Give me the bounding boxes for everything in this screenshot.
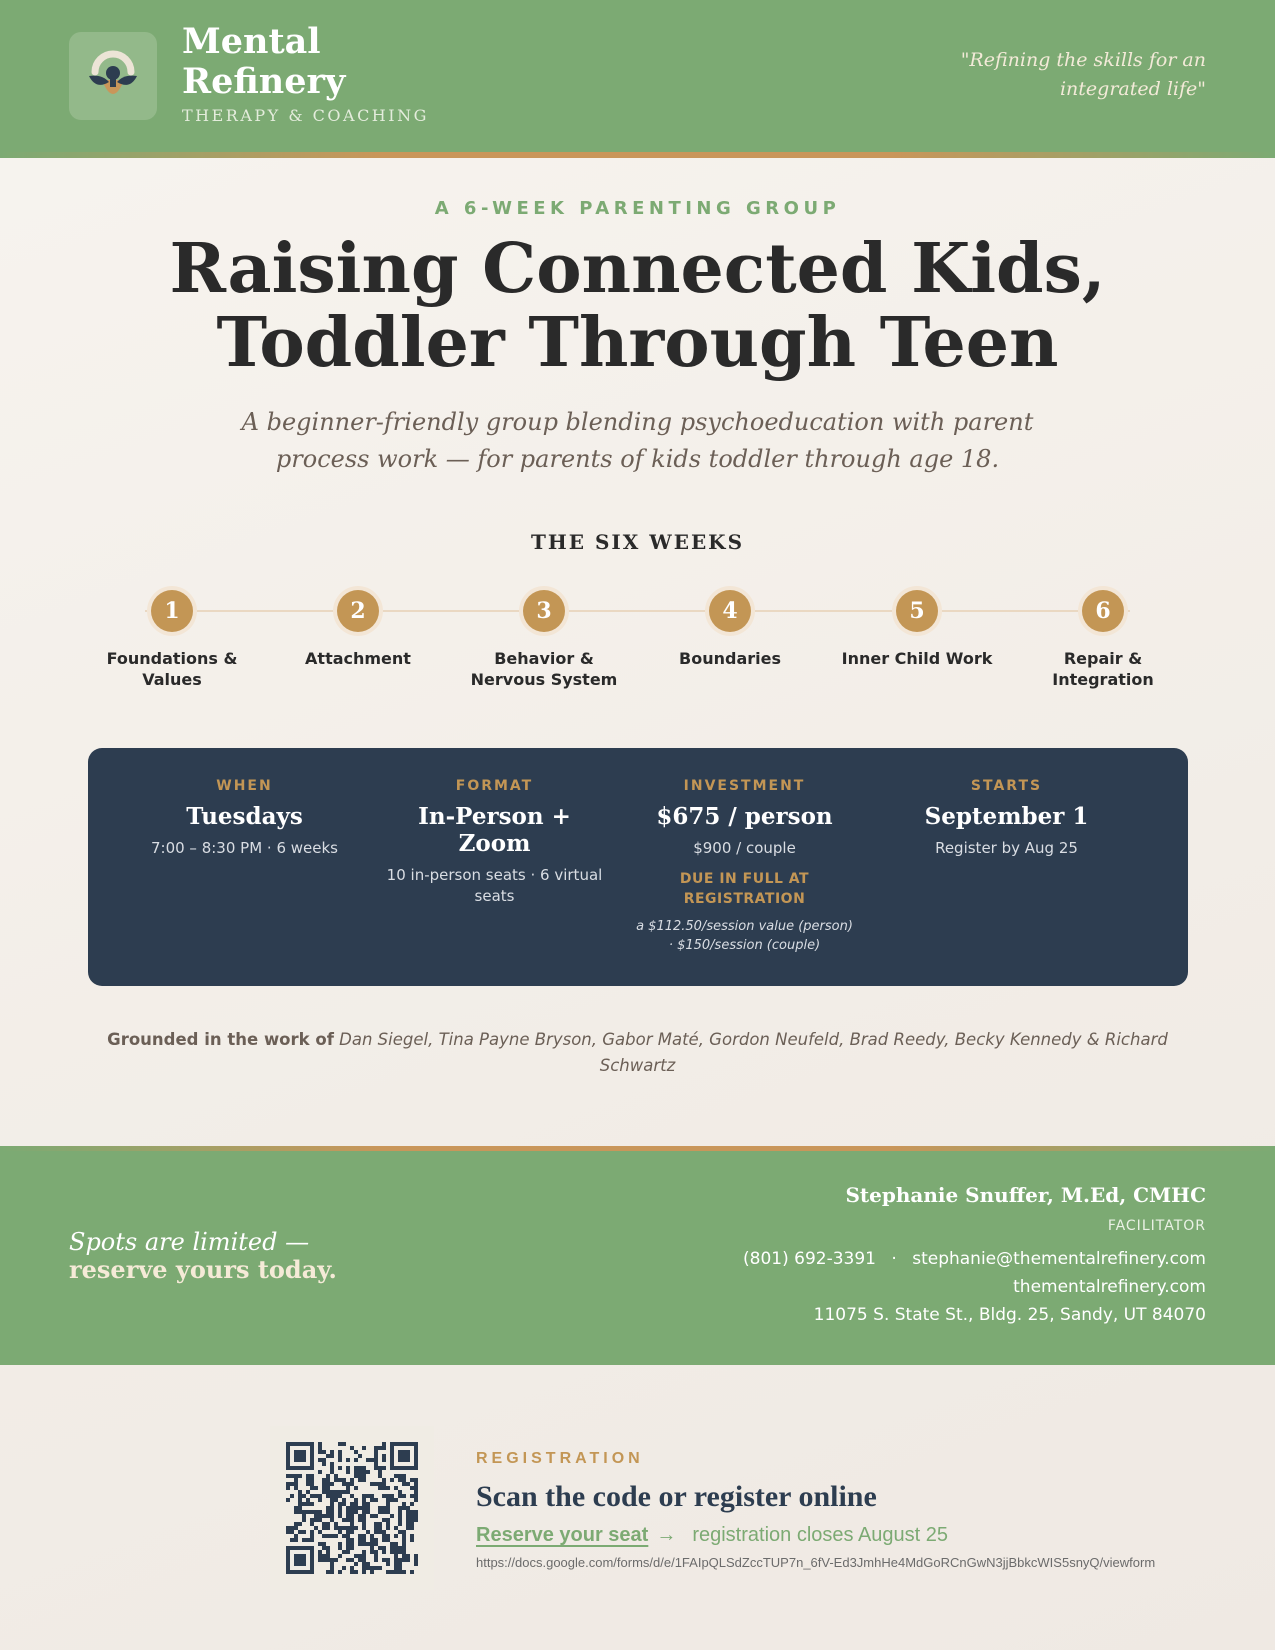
- when-label: WHEN: [216, 778, 273, 794]
- band-divider: [0, 1146, 1275, 1151]
- investment-value: $675 / person: [656, 803, 833, 830]
- mental-refinery-logo-icon: [69, 32, 157, 120]
- starts-value: September 1: [924, 803, 1089, 830]
- address: 11075 S. State St., Bldg. 25, Sandy, UT 84070: [813, 1305, 1206, 1325]
- registration-closes: registration closes August 25: [692, 1524, 949, 1546]
- investment-column: [632, 778, 857, 955]
- title-line-2: Toddler Through Teen: [216, 303, 1059, 383]
- grounded-in-text: [100, 1027, 1175, 1079]
- website-link[interactable]: thementalrefinery.com: [1013, 1277, 1206, 1297]
- cta-line-1: Spots are limited —: [69, 1228, 310, 1256]
- format-label: FORMAT: [455, 778, 534, 794]
- week-number: 5: [896, 590, 938, 632]
- brand-line-2: Refinery: [182, 61, 346, 102]
- starts-column: [894, 778, 1119, 859]
- registration-url[interactable]: https://docs.google.com/forms/d/e/1FAIpQLSdZccTUP7n_6fV-Ed3JmhHe4MdGoRCnGwN3jjBbkcWIS5snyQ/viewform: [476, 1555, 1156, 1570]
- separator: ·: [891, 1249, 897, 1269]
- title-line-1: Raising Connected Kids,: [169, 229, 1106, 309]
- phone-email-line: [646, 1248, 1206, 1270]
- brand-line-1: Mental: [182, 21, 321, 62]
- format-detail: 10 in-person seats · 6 virtual seats: [386, 866, 603, 905]
- week-6: [1018, 590, 1188, 690]
- format-column: [382, 778, 607, 907]
- page-title: [0, 229, 1275, 383]
- qr-code-icon: [270, 1426, 434, 1590]
- week-4: [645, 590, 815, 669]
- subtitle: A beginner-friendly group blending psychoeducation with parent process work — for parents of kids toddler through age 18.: [241, 408, 1034, 473]
- format-value: In-Person + Zoom: [418, 803, 571, 857]
- starts-detail: Register by Aug 25: [935, 839, 1078, 857]
- brand-name: [182, 22, 345, 102]
- week-number: 2: [337, 590, 379, 632]
- facilitator-name: Stephanie Snuffer, M.Ed, CMHC: [845, 1183, 1206, 1207]
- phone-link[interactable]: (801) 692-3391: [743, 1249, 876, 1269]
- week-3: [459, 590, 629, 690]
- contact-info: [646, 1183, 1206, 1326]
- investment-detail: $900 / couple: [693, 839, 796, 857]
- week-number: 1: [151, 590, 193, 632]
- qr-code[interactable]: [270, 1426, 434, 1590]
- week-number: 4: [709, 590, 751, 632]
- starts-label: STARTS: [970, 778, 1043, 794]
- tagline: "Refining the skills for an integrated life": [960, 49, 1206, 100]
- reserve-seat-link[interactable]: Reserve your seat: [476, 1524, 649, 1546]
- cta-line-2: reserve yours today.: [69, 1255, 337, 1284]
- call-to-action: [69, 1228, 337, 1284]
- week-label: Behavior & Nervous System: [470, 649, 618, 689]
- facilitator-role: FACILITATOR: [1107, 1218, 1206, 1234]
- grounded-names: Dan Siegel, Tina Payne Bryson, Gabor Maté, Gordon Neufeld, Brad Reedy, Becky Kennedy & Richard Schwartz: [339, 1030, 1168, 1075]
- week-number: 6: [1082, 590, 1124, 632]
- week-label: Inner Child Work: [841, 649, 993, 668]
- week-1: [87, 590, 257, 690]
- weeks-heading: THE SIX WEEKS: [530, 530, 745, 554]
- when-column: [132, 778, 357, 859]
- header-divider: [0, 152, 1275, 158]
- when-detail: 7:00 – 8:30 PM · 6 weeks: [150, 839, 338, 857]
- week-label: Repair & Integration: [1052, 649, 1154, 689]
- registration-link-row: [476, 1524, 948, 1547]
- arrow-right-icon: →: [656, 1524, 677, 1546]
- kicker: A 6-WEEK PARENTING GROUP: [434, 198, 841, 219]
- investment-due: DUE IN FULL AT REGISTRATION: [679, 871, 810, 907]
- email-link[interactable]: stephanie@thementalrefinery.com: [912, 1249, 1206, 1269]
- details-panel: [88, 748, 1188, 986]
- investment-label: INVESTMENT: [683, 778, 806, 794]
- week-5: [832, 590, 1002, 669]
- registration-label: REGISTRATION: [476, 1450, 644, 1467]
- week-2: [273, 590, 443, 669]
- investment-note: a $112.50/session value (person) · $150/session (couple): [636, 919, 853, 953]
- brand-subtitle: THERAPY & COACHING: [182, 106, 429, 125]
- week-label: Boundaries: [679, 649, 781, 668]
- grounded-lead: Grounded in the work of: [107, 1030, 334, 1049]
- week-label: Foundations & Values: [106, 649, 238, 689]
- week-number: 3: [523, 590, 565, 632]
- registration-title: Scan the code or register online: [476, 1480, 877, 1513]
- logo: [69, 32, 157, 120]
- week-label: Attachment: [305, 649, 411, 668]
- when-value: Tuesdays: [186, 803, 303, 830]
